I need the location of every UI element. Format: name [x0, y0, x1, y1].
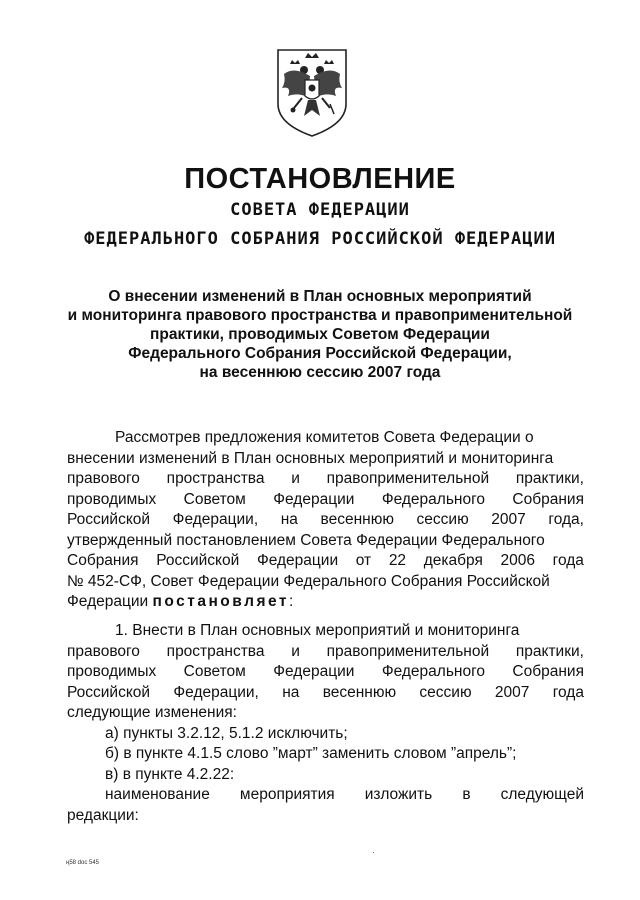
word: сессию	[416, 511, 469, 528]
word: наименование	[105, 786, 210, 803]
word: и	[291, 470, 300, 487]
word: Советом	[183, 490, 246, 508]
subitem-a: а) пункты 3.2.12, 5.1.2 исключить;	[105, 724, 348, 742]
word: весеннюю	[320, 511, 394, 528]
word: правоприменительной	[326, 642, 490, 660]
item-line	[67, 683, 584, 704]
word: 2007	[494, 683, 530, 701]
word: правоприменительной	[326, 470, 490, 487]
word: Федерации,	[172, 511, 259, 528]
subitem-c: в) в пункте 4.2.22:	[105, 765, 235, 783]
word: Российской	[156, 552, 240, 569]
word: Федерации,	[173, 683, 259, 701]
preamble-line	[67, 551, 584, 572]
word: изложить	[364, 786, 433, 803]
item-line	[67, 662, 584, 683]
resolution-subject	[60, 287, 580, 382]
word: на	[280, 511, 298, 528]
subject-line: О внесении изменений в План основных мероприятий	[108, 288, 532, 305]
word: правового	[67, 642, 140, 660]
word: 2007	[491, 511, 526, 528]
preamble-line	[67, 510, 584, 531]
scan-speck	[373, 852, 374, 853]
word: Федерации	[256, 552, 339, 569]
resolves-keyword: постановляет	[152, 593, 289, 610]
word: правового	[67, 470, 140, 487]
item-1-paragraph	[67, 621, 584, 826]
word: от	[355, 552, 372, 569]
word: года,	[548, 511, 584, 528]
document-subtitle-assembly: ФЕДЕРАЛЬНОГО СОБРАНИЯ РОССИЙСКОЙ ФЕДЕРАЦИИ	[84, 229, 556, 249]
word: и	[291, 642, 300, 660]
file-reference: ң58 doc 545	[66, 860, 100, 866]
preamble-line: внесении изменений в План основных мероприятий и мониторинга	[67, 449, 554, 467]
word: следующей	[500, 786, 584, 803]
subject-line: и мониторинга правового пространства и правоприменительной	[67, 307, 573, 324]
word: Собрания	[512, 490, 584, 508]
word: Советом	[183, 663, 246, 680]
word: декабря	[423, 552, 483, 569]
word: 22	[388, 552, 407, 569]
word: практики,	[515, 470, 584, 487]
subject-line: на весеннюю сессию 2007 года	[199, 364, 441, 381]
word: пространства	[166, 470, 265, 487]
word: проводимых	[67, 663, 157, 680]
russian-coat-of-arms-icon	[272, 46, 352, 138]
word: Федерального	[381, 490, 486, 508]
colon: :	[289, 593, 294, 610]
word: практики,	[515, 642, 584, 660]
word: пространства	[166, 642, 265, 660]
word: Собрания	[67, 552, 139, 569]
word: сессию	[419, 683, 472, 701]
word: весеннюю	[322, 683, 397, 701]
word: Федерации	[273, 490, 355, 508]
item-line	[67, 785, 584, 806]
word: на	[282, 683, 300, 701]
item-line: 1. Внести в План основных мероприятий и мониторинга	[115, 622, 520, 639]
preamble-line: Рассмотрев предложения комитетов Совета Федерации о	[115, 429, 534, 446]
preamble-text: Федерации	[67, 593, 153, 610]
subitem-b: б) в пункте 4.1.5 слово ”март” заменить словом ”апрель”;	[105, 745, 517, 762]
item-line: следующие изменения:	[67, 704, 237, 721]
preamble-line: утвержденный постановлением Совета Федерации Федерального	[67, 531, 545, 549]
document-title: ПОСТАНОВЛЕНИЕ	[184, 163, 456, 195]
word: 2006	[500, 552, 535, 569]
word: Федерации	[273, 663, 355, 680]
item-line: редакции:	[67, 806, 139, 824]
word: проводимых	[67, 490, 157, 508]
word: в	[462, 786, 471, 803]
word: Федерального	[381, 663, 486, 680]
preamble-paragraph	[67, 428, 584, 613]
word: Собрания	[512, 663, 584, 680]
word: мероприятия	[239, 786, 335, 803]
word: года	[552, 683, 584, 701]
subject-line: практики, проводимых Советом Федерации	[150, 326, 490, 343]
word: Российской	[67, 683, 151, 701]
preamble-line	[67, 490, 584, 511]
subject-line: Федерального Собрания Российской Федерации,	[128, 345, 512, 362]
document-subtitle-body: СОВЕТА ФЕДЕРАЦИИ	[230, 200, 410, 220]
preamble-line: № 452-СФ, Совет Федерации Федерального Собрания Российской	[67, 572, 550, 590]
word: Российской	[67, 511, 151, 528]
word: года	[552, 552, 584, 569]
preamble-line	[67, 592, 584, 613]
item-line	[67, 642, 584, 663]
preamble-line	[67, 469, 584, 490]
